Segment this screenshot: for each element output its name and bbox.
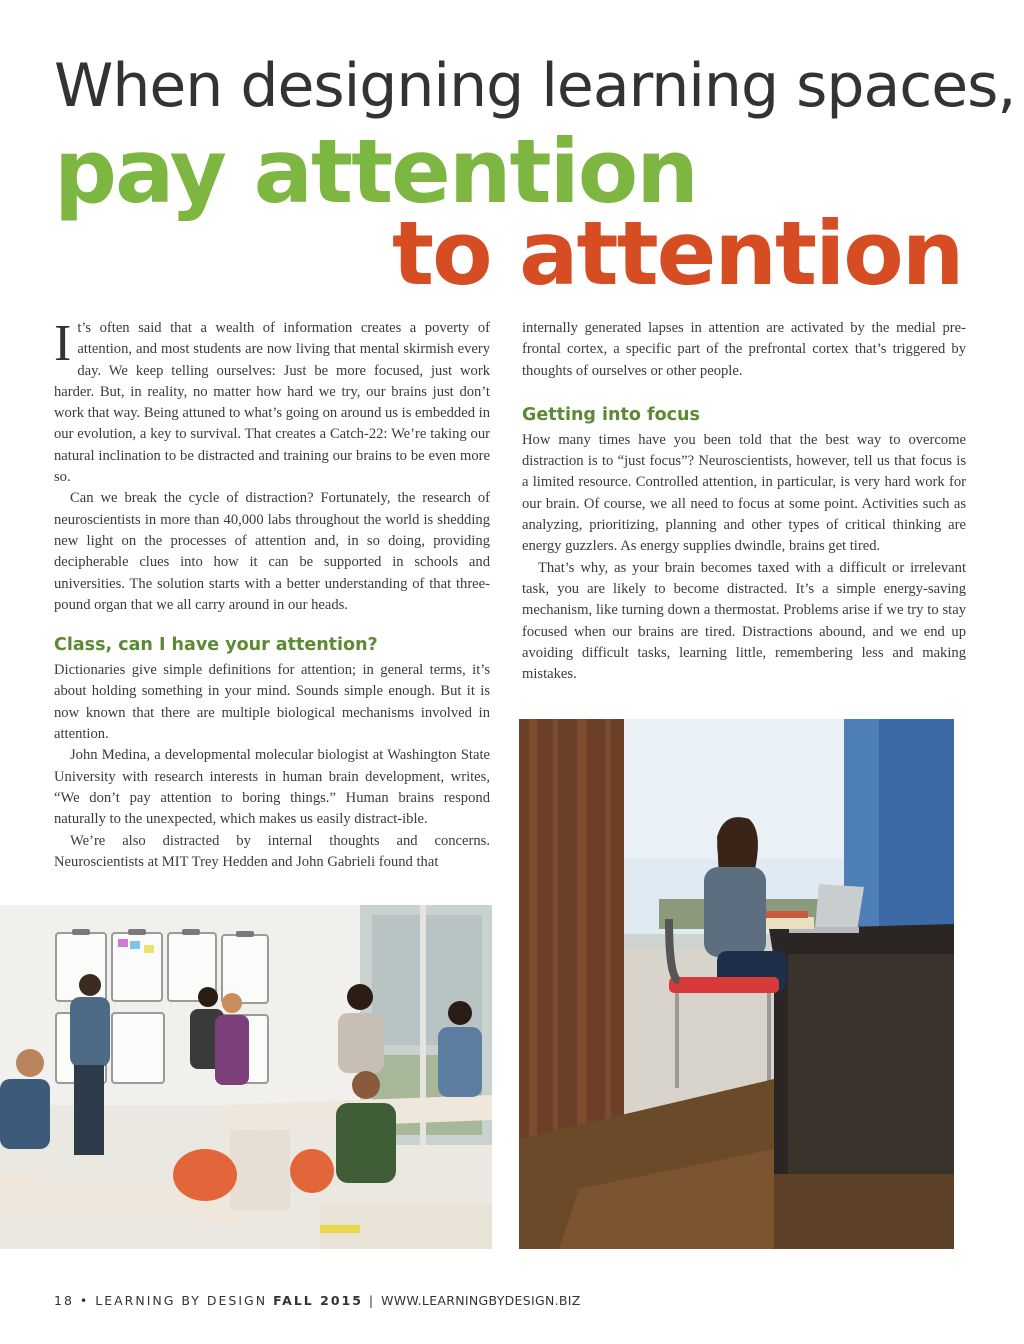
classroom-illustration [0, 905, 492, 1249]
section-heading-focus: Getting into focus [522, 404, 700, 425]
study-nook-photo [519, 719, 954, 1249]
issue-label: FALL 2015 [273, 1293, 363, 1308]
paragraph: internally generated lapses in attention are activated by the medial pre-frontal cortex, a specific part of the prefrontal cortex that’s triggered by thoughts of ourselves or other people. [522, 320, 966, 379]
classroom-photo [0, 905, 492, 1249]
study-nook-illustration [519, 719, 954, 1249]
page-footer [54, 1293, 581, 1308]
paragraph: Can we break the cycle of distraction? Fortunately, the research of neuroscientists in more than 40,000 labs throughout the world is shedding new light on the processes of attention and, in so doing, providing decipherable clues into how it can be supported in schools and universities. The solution starts with a better understanding of that three-pound organ that we all carry around in our heads. [54, 490, 490, 613]
footer-bullet: • [79, 1293, 90, 1308]
paragraph: John Medina, a developmental molecular biologist at Washington State University with research interests in human brain development, writes, “We don’t pay attention to boring things.” Human brains respond naturally to the unexpected, which makes us easily distract-ible. [54, 747, 490, 828]
paragraph: That’s why, as your brain becomes taxed with a difficult or irrelevant task, you are likely to become distracted. It’s a simple energy-saving mechanism, like turning down a thermostat. Problems arise if we try to stay focused when our brains are tired. Distractions abound, and we end up avoiding difficult tasks, learning little, remembering less and making mistakes. [522, 559, 966, 683]
website-url: WWW.LEARNINGBYDESIGN.BIZ [381, 1293, 581, 1308]
paragraph-intro-text: t’s often said that a wealth of information creates a poverty of attention, and most students are now living that mental skirmish every day. We keep telling ourselves: Just be more focused, just work harder. But, in reality, no matter how hard we try, our brains just don’t work that way. Being attuned to what’s going on around us is embedded in our evolution, a key to survival. That creates a Catch-22: We’re taking our natural inclination to be distracted and training our brains to be even more so. [54, 320, 490, 486]
footer-divider: | [368, 1293, 376, 1308]
paragraph-intro [54, 315, 490, 488]
right-column [522, 318, 966, 685]
paragraph: Dictionaries give simple definitions for attention; in general terms, it’s about holding something in your mind. Sounds simple enough. But it is now known that there are multiple biological mechanisms involved in attention. [54, 662, 490, 743]
publication-name: LEARNING BY DESIGN [95, 1293, 268, 1308]
page-number: 18 [54, 1293, 74, 1308]
headline-line-1: When designing learning spaces, [54, 51, 1016, 121]
section-heading-attention: Class, can I have your attention? [54, 635, 378, 656]
headline-line-2: pay attention [54, 120, 697, 223]
paragraph: How many times have you been told that the best way to overcome distraction is to “just focus”? Neuroscientists, however, tell us that focus is a limited resource. Controlled attention, in particular, is very hard work for our brain. Of course, we all need to focus at some point. Activities such as analyzing, prioritizing, planning and other types of critical thinking are energy guzzlers. As energy supplies dwindle, brains get tired. [522, 431, 966, 555]
headline-line-3: to attention [392, 202, 963, 305]
drop-cap: I [54, 315, 72, 372]
paragraph: We’re also distracted by internal thoughts and concerns. Neuroscientists at MIT Trey Hedden and John Gabrieli found that [54, 832, 490, 870]
left-column [54, 315, 490, 873]
